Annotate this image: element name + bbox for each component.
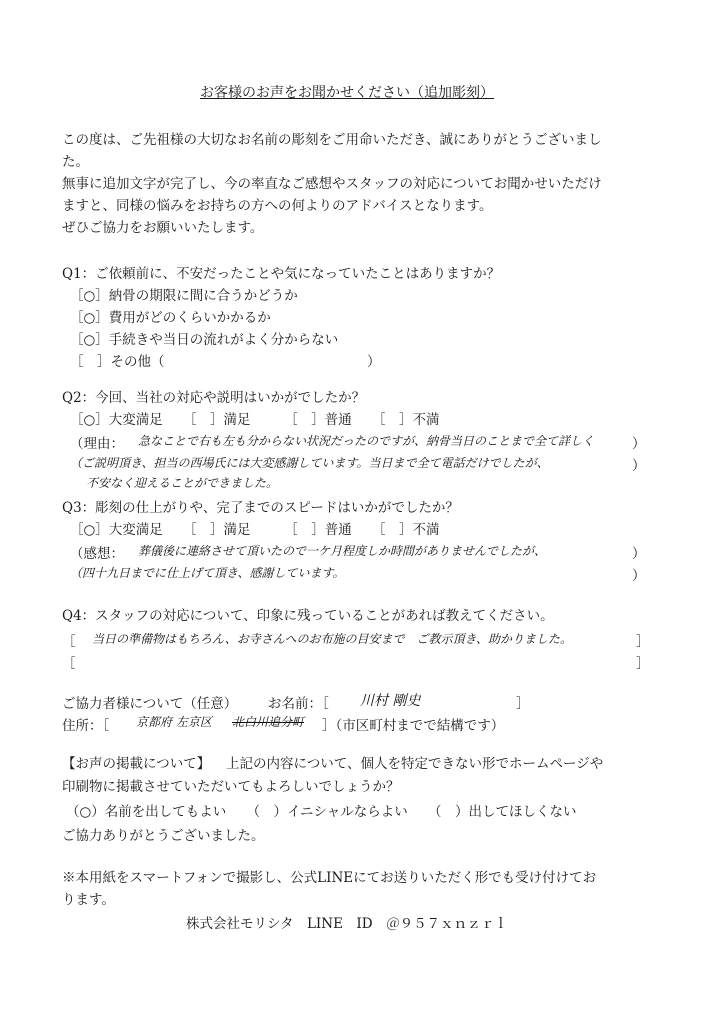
- q2-reason-close-2: ）: [632, 458, 646, 474]
- q4-bracket-open-2: ［: [62, 656, 76, 672]
- q3-impression-close-1: ）: [632, 546, 646, 562]
- note-line-2: ります。: [62, 892, 115, 908]
- q3-choices[interactable]: ［○］大変満足 ［ ］満足 ［ ］普通 ［ ］不満: [70, 522, 440, 538]
- q2-question: Q2：今回、当社の対応や説明はいかがでしたか？: [62, 390, 366, 406]
- footer-line-id: 株式会社モリシタ LINE ID ＠９５７ｘｎｚｒｌ: [186, 916, 508, 932]
- q1-question: Q1：ご依頼前に、不安だったことや気になっていたことはありますか？: [62, 266, 501, 282]
- q3-impression-line-2[interactable]: （四十九日までに仕上げて頂き、感謝しています。: [70, 566, 345, 580]
- q3-impression-line-1[interactable]: 葬儀後に連絡させて頂いたので一ケ月程度しか時間がありませんでしたが、: [138, 544, 547, 558]
- intro-line-3: 無事に追加文字が完了し、今の率直なご感想やスタッフの対応についてお聞かせいただけ: [62, 176, 602, 192]
- address-struck: 北白川追分町: [232, 715, 305, 729]
- q1-option-4-label: その他（ ）: [110, 354, 381, 370]
- name-value[interactable]: 川村 剛史: [360, 693, 421, 709]
- q2-choices[interactable]: ［○］大変満足 ［ ］満足 ［ ］普通 ［ ］不満: [70, 412, 440, 428]
- q1-option-1-mark: ［○］: [70, 288, 109, 304]
- q1-option-1[interactable]: [70, 284, 298, 304]
- address-label: 住所：［: [62, 718, 110, 734]
- intro-line-2: た。: [62, 154, 89, 170]
- q1-option-2-label: 費用がどのくらいかかるか: [108, 310, 271, 326]
- q2-reason-close-1: ）: [632, 436, 646, 452]
- publish-text-2: 印刷物に掲載させていただいてもよろしいでしょうか？: [62, 779, 400, 795]
- q2-reason-line-3[interactable]: 不安なく迎えることができました。: [86, 476, 279, 490]
- name-close: ］: [516, 696, 530, 712]
- q1-option-1-label: 納骨の期限に間に合うかどうか: [108, 288, 298, 304]
- q3-question: Q3：彫刻の仕上がりや、完了までのスピードはいかがでしたか？: [62, 500, 459, 516]
- intro-line-1: この度は、ご先祖様の大切なお名前の彫刻をご用命いただき、誠にありがとうございまし: [62, 132, 602, 148]
- cooperator-label: ご協力者様について（任意）: [62, 696, 238, 712]
- q3-impression-label: （感想：: [70, 546, 124, 562]
- q1-option-3-mark: ［○］: [70, 332, 109, 348]
- address-value[interactable]: 京都府 左京区: [136, 715, 212, 729]
- page-title: お客様のお声をお聞かせください（追加彫刻）: [200, 85, 494, 101]
- q4-bracket-open-1: ［: [62, 634, 76, 650]
- publish-heading: 【お声の掲載について】: [62, 756, 211, 772]
- q2-reason-line-2[interactable]: （ご説明頂き、担当の西場氏には大変感謝しています。当日まで全て電話だけでしたが、: [70, 456, 549, 470]
- q4-bracket-close-1: ］: [636, 634, 650, 650]
- q1-option-4[interactable]: [70, 350, 381, 370]
- q2-reason-label: （理由：: [70, 436, 124, 452]
- q1-option-3[interactable]: [70, 328, 338, 348]
- q4-answer-line-1[interactable]: 当日の準備物はもちろん、お寺さんへのお布施の目安まで ご教示頂き、助かりました。: [92, 632, 573, 646]
- q1-option-2-mark: ［○］: [70, 310, 109, 326]
- name-label: お名前：［: [268, 696, 329, 712]
- q2-reason-line-1[interactable]: 急なことで右も左も分からない状況だったのですが、納骨当日のことまで全て詳しく: [138, 434, 595, 448]
- q1-option-3-label: 手続きや当日の流れがよく分からない: [108, 332, 339, 348]
- publish-text-1: 上記の内容について、個人を特定できない形でホームページや: [226, 756, 604, 772]
- q1-option-4-mark: ［ ］: [70, 354, 111, 370]
- q1-option-2[interactable]: [70, 306, 271, 326]
- q3-impression-close-2: ）: [632, 568, 646, 584]
- address-close: ］（市区町村までで結構です）: [322, 718, 505, 734]
- note-line-1: ※本用紙をスマートフォンで撮影し、公式LINEにてお送りいただく形でも受け付けてお: [62, 870, 597, 886]
- q4-bracket-close-2: ］: [636, 656, 650, 672]
- publish-options[interactable]: （○）名前を出してもよい （ ）イニシャルならよい （ ）出してほしくない: [66, 804, 577, 820]
- publish-thanks: ご協力ありがとうございました。: [62, 828, 265, 844]
- intro-line-5: ぜひご協力をお願いいたします。: [62, 220, 264, 236]
- q4-question: Q4：スタッフの対応について、印象に残っていることがあれば教えてください。: [62, 608, 554, 624]
- intro-line-4: ますと、同様の悩みをお持ちの方への何よりのアドバイスとなります。: [62, 198, 493, 214]
